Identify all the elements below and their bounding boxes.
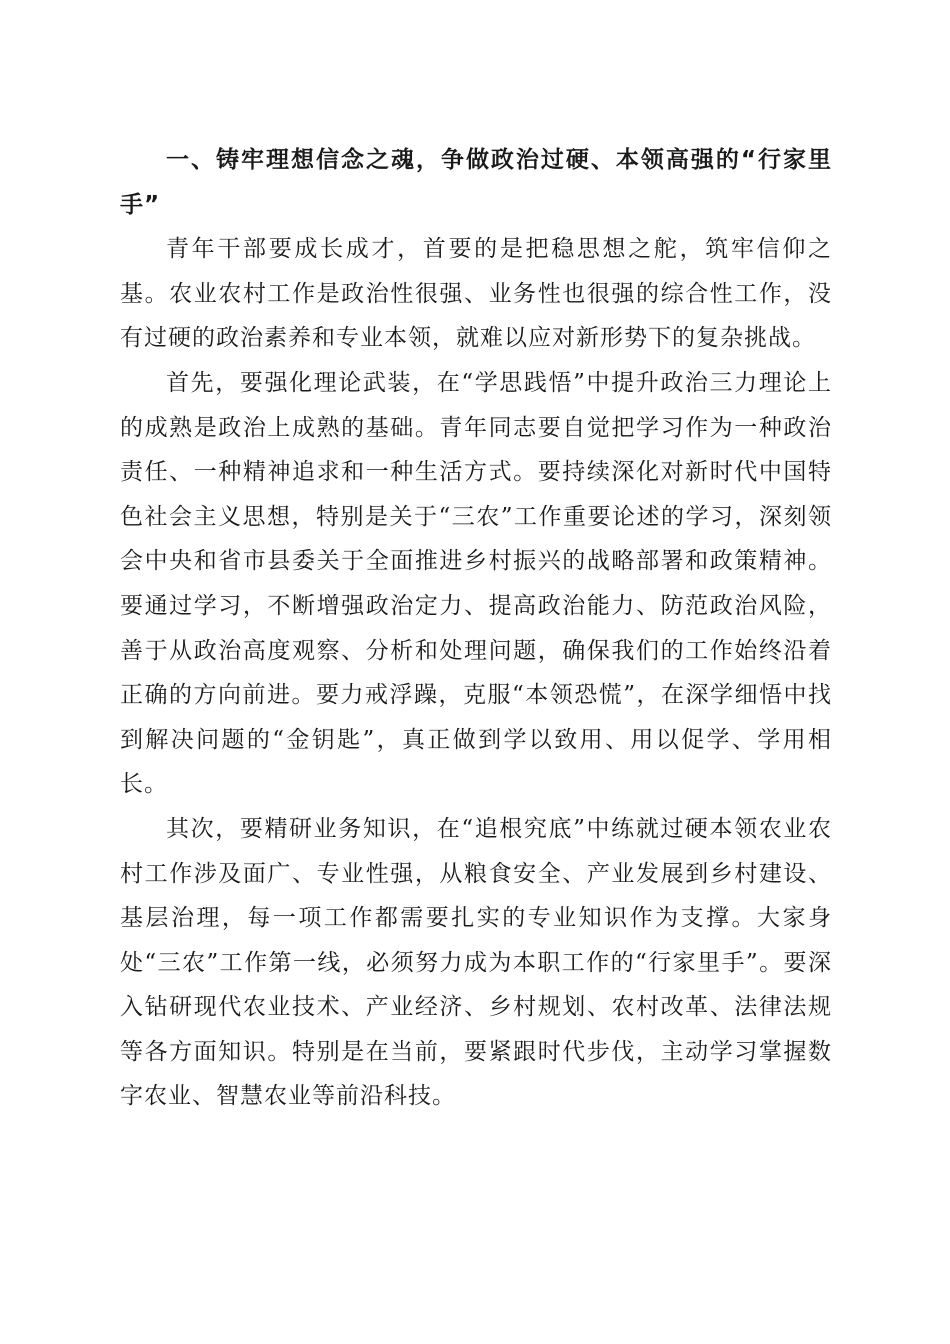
document-page [120,138,832,1119]
paragraph-first-point: 首先，要强化理论武装，在“学思践悟”中提升政治三力理论上的成熟是政治上成熟的基础。青年同志要自觉把学习作为一种政治责任、一种精神追求和一种生活方式。要持续深化对新时代中国特色社会主义思想，特别是关于“三农”工作重要论述的学习，深刻领会中央和省市县委关于全面推进乡村振兴的战略部署和政策精神。要通过学习，不断增强政治定力、提高政治能力、防范政治风险，善于从政治高度观察、分析和处理问题，确保我们的工作始终沿着正确的方向前进。要力戒浮躁，克服“本领恐慌”，在深学细悟中找到解决问题的“金钥匙”，真正做到学以致用、用以促学、学用相长。 [120,369,832,798]
section-heading: 一、铸牢理想信念之魂，争做政治过硬、本领高强的“行家里手” [120,147,832,218]
paragraph-intro: 青年干部要成长成才，首要的是把稳思想之舵，筑牢信仰之基。农业农村工作是政治性很强、业务性也很强的综合性工作，没有过硬的政治素养和专业本领，就难以应对新形势下的复杂挑战。 [120,236,832,352]
paragraph-second-point: 其次，要精研业务知识，在“追根究底”中练就过硬本领农业农村工作涉及面广、专业性强，从粮食安全、产业发展到乡村建设、基层治理，每一项工作都需要扎实的专业知识作为支撑。大家身处“三农”工作第一线，必须努力成为本职工作的“行家里手”。要深入钻研现代农业技术、产业经济、乡村规划、农村改革、法律法规等各方面知识。特别是在当前，要紧跟时代步伐，主动学习掌握数字农业、智慧农业等前沿科技。 [120,815,832,1110]
